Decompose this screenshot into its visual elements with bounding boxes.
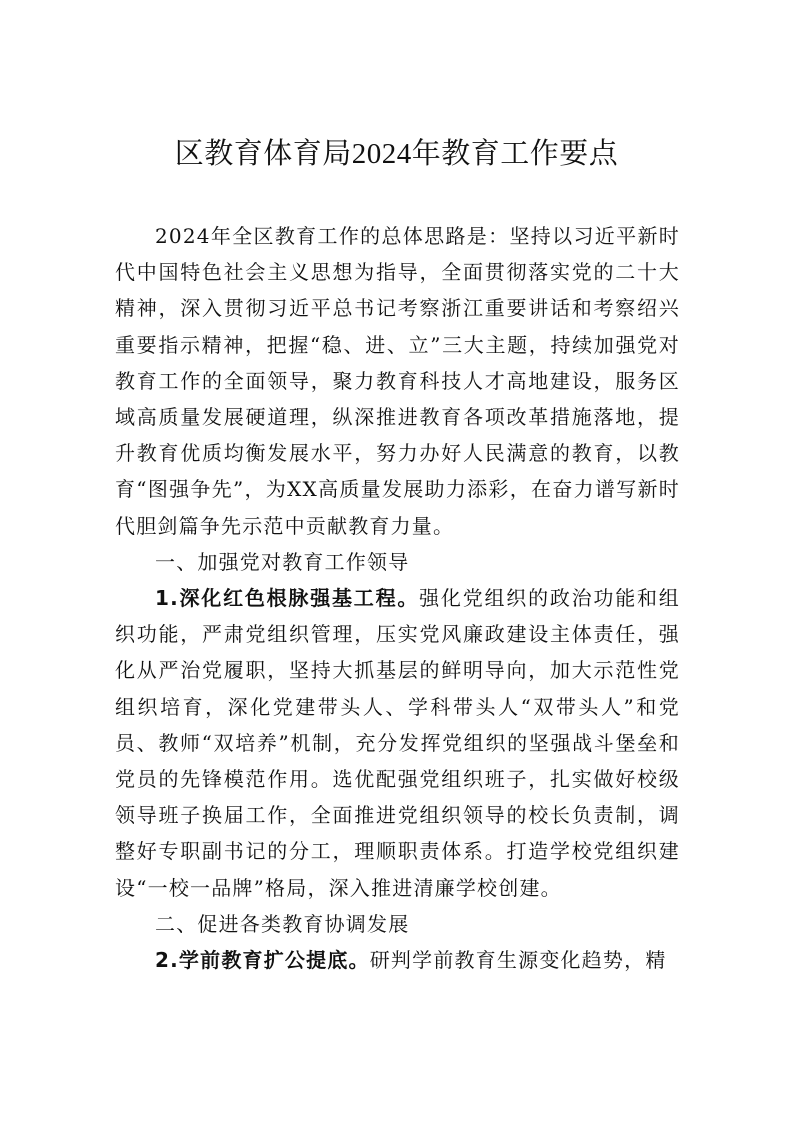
document-title: 区教育体育局2024年教育工作要点	[174, 138, 619, 170]
document-body	[115, 218, 680, 978]
item-lead-1: 1.深化红色根脉强基工程。	[155, 586, 420, 611]
item-text-1: 强化党组织的政治功能和组织功能，严肃党组织管理，压实党风廉政建设主体责任，强化从严治党履职，坚持大抓基层的鲜明导向，加大示范性党组织培育，深化党建带头人、学科带头人“双带头人”和党员、教师“双培养”机制，充分发挥党组织的坚强战斗堡垒和党员的先锋模范作用。选优配强党组织班子，扎实做好校级领导班子换届工作，全面推进党组织领导的校长负责制，调整好专职副书记的分工，理顺职责体系。打造学校党组织建设“一校一品牌”格局，深入推进清廉学校创建。	[115, 586, 680, 900]
section-heading-1: 一、加强党对教育工作领导	[155, 549, 410, 574]
item-lead-2: 2.学前教育扩公提底。	[155, 948, 370, 973]
item-paragraph-2	[115, 942, 680, 978]
item-paragraph-1	[115, 580, 680, 906]
item-text-2: 研判学前教育生源变化趋势，精	[369, 948, 667, 973]
intro-paragraph: 2024年全区教育工作的总体思路是：坚持以习近平新时代中国特色社会主义思想为指导，全面贯彻落实党的二十大精神，深入贯彻习近平总书记考察浙江重要讲话和考察绍兴重要指示精神，把握“稳、进、立”三大主题，持续加强党对教育工作的全面领导，聚力教育科技人才高地建设，服务区域高质量发展硬道理，纵深推进教育各项改革措施落地，提升教育优质均衡发展水平，努力办好人民满意的教育，以教育“图强争先”，为XX高质量发展助力添彩，在奋力谱写新时代胆剑篇争先示范中贡献教育力量。	[115, 224, 680, 538]
section-heading-2: 二、促进各类教育协调发展	[155, 911, 410, 936]
